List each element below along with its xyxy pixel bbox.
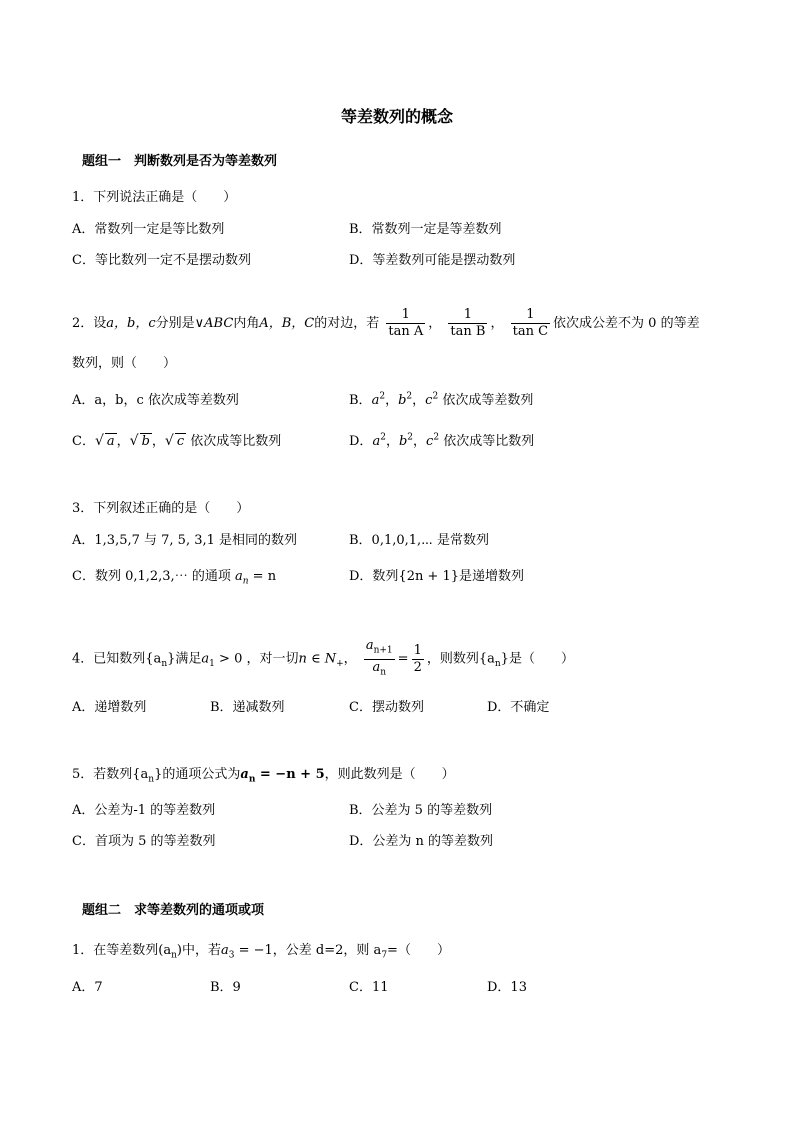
q2-fraction-3: $\frac{1}{\text{tan C}}$ xyxy=(512,307,549,339)
q4-option-d: D．不确定 xyxy=(487,700,550,715)
page-title: 等差数列的概念 xyxy=(340,107,453,126)
q5-stem: 5．若数列$\{a_n\}$的通项公式为$a_n = -n + 5$，则此数列是（ ） xyxy=(72,767,455,785)
q4-half-fraction: $\frac{1}{2}$ xyxy=(413,642,422,675)
q4-stem: 4．已知数列$\{a_n\}$满足$a_1 > 0$ ，对一切n ∈ $N_+$， $\frac{a_{n+1}}{a_n}$ = $\frac{1}{2}$ ，则数列$\{a_n\}$是（ ） xyxy=(72,638,574,680)
group1-heading: 题组一 判断数列是否为等差数列 xyxy=(82,154,278,169)
g2-q1-option-a: A．7 xyxy=(72,980,103,995)
q1-option-c: C．等比数列一定不是摆动数列 xyxy=(72,253,251,268)
q2-fraction-1: $\frac{1}{\text{tan A}}$ xyxy=(388,307,424,339)
q3-option-a: A．1,3,5,7 与 7, 5, 3,1 是相同的数列 xyxy=(72,533,298,548)
q2-stem-line2: 数列，则（ ） xyxy=(72,356,177,371)
q4-option-b: B．递减数列 xyxy=(210,700,285,715)
q1-option-a: A．常数列一定是等比数列 xyxy=(72,222,225,237)
group2-heading: 题组二 求等差数列的通项或项 xyxy=(82,903,265,918)
q1-option-d: D．等差数列可能是摆动数列 xyxy=(349,253,516,268)
g2-q1-stem: 1．在等差数列$(a_n)$中，若$a_3 = -1$，公差 d=2，则 $a_7=$（ ） xyxy=(72,943,450,961)
q2-option-a: A．a，b，c 依次成等差数列 xyxy=(72,393,239,408)
q3-option-c: C．数列 0,1,2,3,⋯ 的通项 $a_n = n$ xyxy=(72,569,277,587)
q4-option-a: A．递增数列 xyxy=(72,700,147,715)
q5-option-d: D．公差为 n 的等差数列 xyxy=(349,834,494,849)
q3-stem: 3．下列叙述正确的是（ ） xyxy=(72,501,250,516)
g2-q1-option-b: B．9 xyxy=(210,980,241,995)
q2-stem-line1: 2．设a，b，c分别是∨ABC内角A，B，C的对边，若 $\frac{1}{\text{tan A}}$ ， $\frac{1}{\text{tan B}}$ ， $\frac{1}{\text{tan C}}$ 依次成公差不为 0 的等差 xyxy=(72,307,700,339)
q2-option-c: C．√ a ，√ b ，√ c 依次成等比数列 xyxy=(72,433,282,449)
q1-option-b: B．常数列一定是等差数列 xyxy=(349,222,502,237)
q5-option-b: B．公差为 5 的等差数列 xyxy=(349,803,493,818)
q2-option-b: B．$a^2$，$b^2$，$c^2$ 依次成等差数列 xyxy=(349,391,534,408)
q3-option-d: D．数列{2n + 1}是递增数列 xyxy=(349,569,525,584)
q2-option-d: D．$a^2$，$b^2$，$c^2$ 依次成等比数列 xyxy=(349,432,535,449)
q2-fraction-2: $\frac{1}{\text{tan B}}$ xyxy=(450,307,486,339)
g2-q1-option-d: D．13 xyxy=(487,980,527,995)
q3-option-b: B．0,1,0,1,⋯ 是常数列 xyxy=(349,533,489,548)
g2-q1-option-c: C．11 xyxy=(349,980,389,995)
q5-option-c: C．首项为 5 的等差数列 xyxy=(72,834,216,849)
q4-option-c: C．摆动数列 xyxy=(349,700,424,715)
q4-ratio-fraction: $\frac{a_{n+1}}{a_n}$ xyxy=(365,638,393,678)
q5-option-a: A．公差为-1 的等差数列 xyxy=(72,803,216,818)
q1-stem: 1．下列说法正确是（ ） xyxy=(72,190,237,205)
